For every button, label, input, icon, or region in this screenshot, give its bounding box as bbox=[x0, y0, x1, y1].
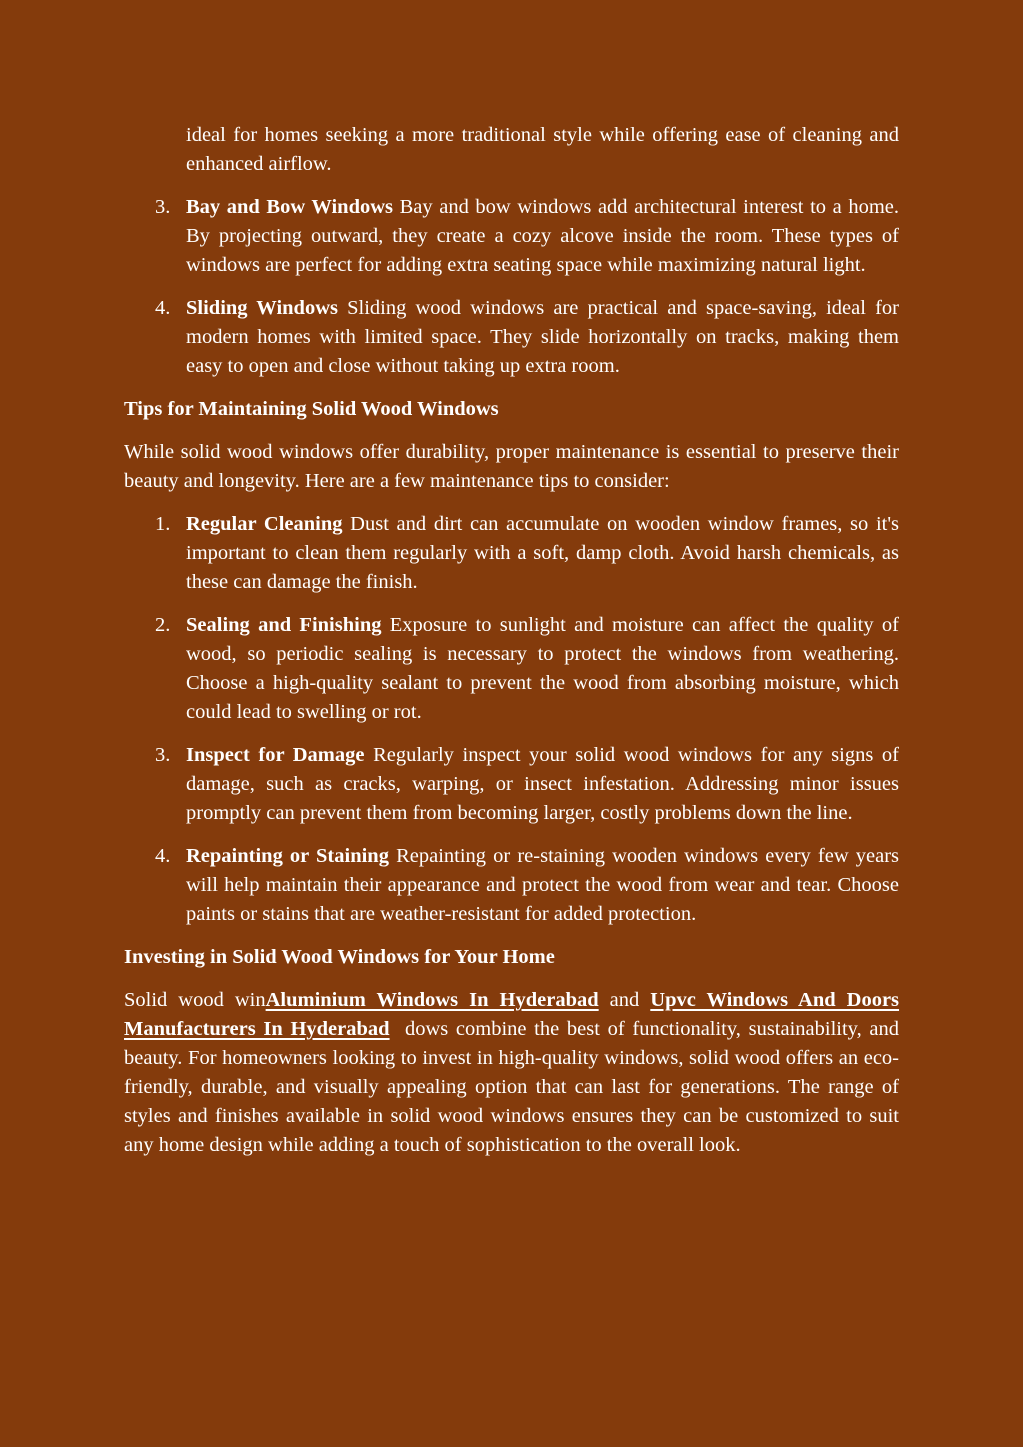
list-item-number: 3. bbox=[155, 196, 171, 218]
list-item-title: Repainting or Staining bbox=[186, 845, 389, 867]
list-item-number: 4. bbox=[155, 297, 171, 319]
list-item-text: Exposure to sunlight and moisture can affect the quality of wood, so periodic sealing is necessary to protect the windows from weathering. Choose a high-quality sealant to prevent the wood from absorbing moisture, which could lead to swelling or rot. bbox=[186, 614, 899, 723]
document-content bbox=[124, 121, 899, 1174]
list-item-title: Regular Cleaning bbox=[186, 513, 343, 535]
list-item-text: Regularly inspect your solid wood windows for any signs of damage, such as cracks, warping, or insect infestation. Addressing minor issues promptly can prevent them from becoming larger, costly problems down the line. bbox=[186, 744, 899, 824]
list-item-title: Sealing and Finishing bbox=[186, 614, 382, 636]
investing-paragraph bbox=[124, 986, 899, 1160]
list-item-bay-bow-windows bbox=[124, 193, 899, 280]
window-types-list bbox=[124, 193, 899, 381]
investing-text-middle: and bbox=[609, 989, 640, 1011]
list-item-text: Dust and dirt can accumulate on wooden window frames, so it's important to clean them regularly with a soft, damp cloth. Avoid harsh chemicals, as these can damage the finish. bbox=[186, 513, 900, 593]
intro-continuation: ideal for homes seeking a more traditional style while offering ease of cleaning and enhanced airflow. bbox=[186, 124, 899, 175]
list-item-regular-cleaning bbox=[124, 510, 899, 597]
maintenance-heading: Tips for Maintaining Solid Wood Windows bbox=[124, 398, 499, 420]
investing-text-after: dows combine the best of functionality, sustainability, and beauty. For homeowners looking to invest in high-quality windows, solid wood offers an eco-friendly, durable, and visually appealing option that can last for generations. The range of styles and finishes available in solid wood windows ensures they can be customized to suit any home design while adding a touch of sophistication to the overall look. bbox=[124, 1018, 900, 1156]
investing-heading: Investing in Solid Wood Windows for Your Home bbox=[124, 946, 555, 968]
list-item-sealing-finishing bbox=[124, 611, 899, 727]
list-item-number: 3. bbox=[155, 744, 171, 766]
list-item-title: Inspect for Damage bbox=[186, 744, 365, 766]
list-item-sliding-windows bbox=[124, 294, 899, 381]
list-item-inspect-damage bbox=[124, 741, 899, 828]
list-item-title: Sliding Windows bbox=[186, 297, 338, 319]
list-item-repainting-staining bbox=[124, 842, 899, 929]
list-item-text: Repainting or re-staining wooden windows every few years will help maintain their appearance and protect the wood from wear and tear. Choose paints or stains that are weather-resistant for added protection. bbox=[186, 845, 899, 925]
list-item-number: 4. bbox=[155, 845, 171, 867]
list-item-title: Bay and Bow Windows bbox=[186, 196, 394, 218]
maintenance-intro: While solid wood windows offer durability, proper maintenance is essential to preserve their beauty and longevity. Here are a few maintenance tips to consider: bbox=[124, 441, 899, 492]
maintenance-tips-list bbox=[124, 510, 899, 929]
list-item-text: Bay and bow windows add architectural interest to a home. By projecting outward, they create a cozy alcove inside the room. These types of windows are perfect for adding extra seating space while maximizing natural light. bbox=[186, 196, 899, 276]
list-item-text: Sliding wood windows are practical and space-saving, ideal for modern homes with limited space. They slide horizontally on tracks, making them easy to open and close without taking up extra room. bbox=[186, 297, 899, 377]
list-item-number: 2. bbox=[155, 614, 171, 636]
investing-text-before: Solid wood win bbox=[124, 989, 266, 1011]
upvc-windows-link[interactable]: Upvc Windows And Doors Manufacturers In Hyderabad bbox=[124, 989, 900, 1040]
list-item-number: 1. bbox=[155, 513, 171, 535]
aluminium-windows-link[interactable]: Aluminium Windows In Hyderabad bbox=[265, 989, 599, 1011]
